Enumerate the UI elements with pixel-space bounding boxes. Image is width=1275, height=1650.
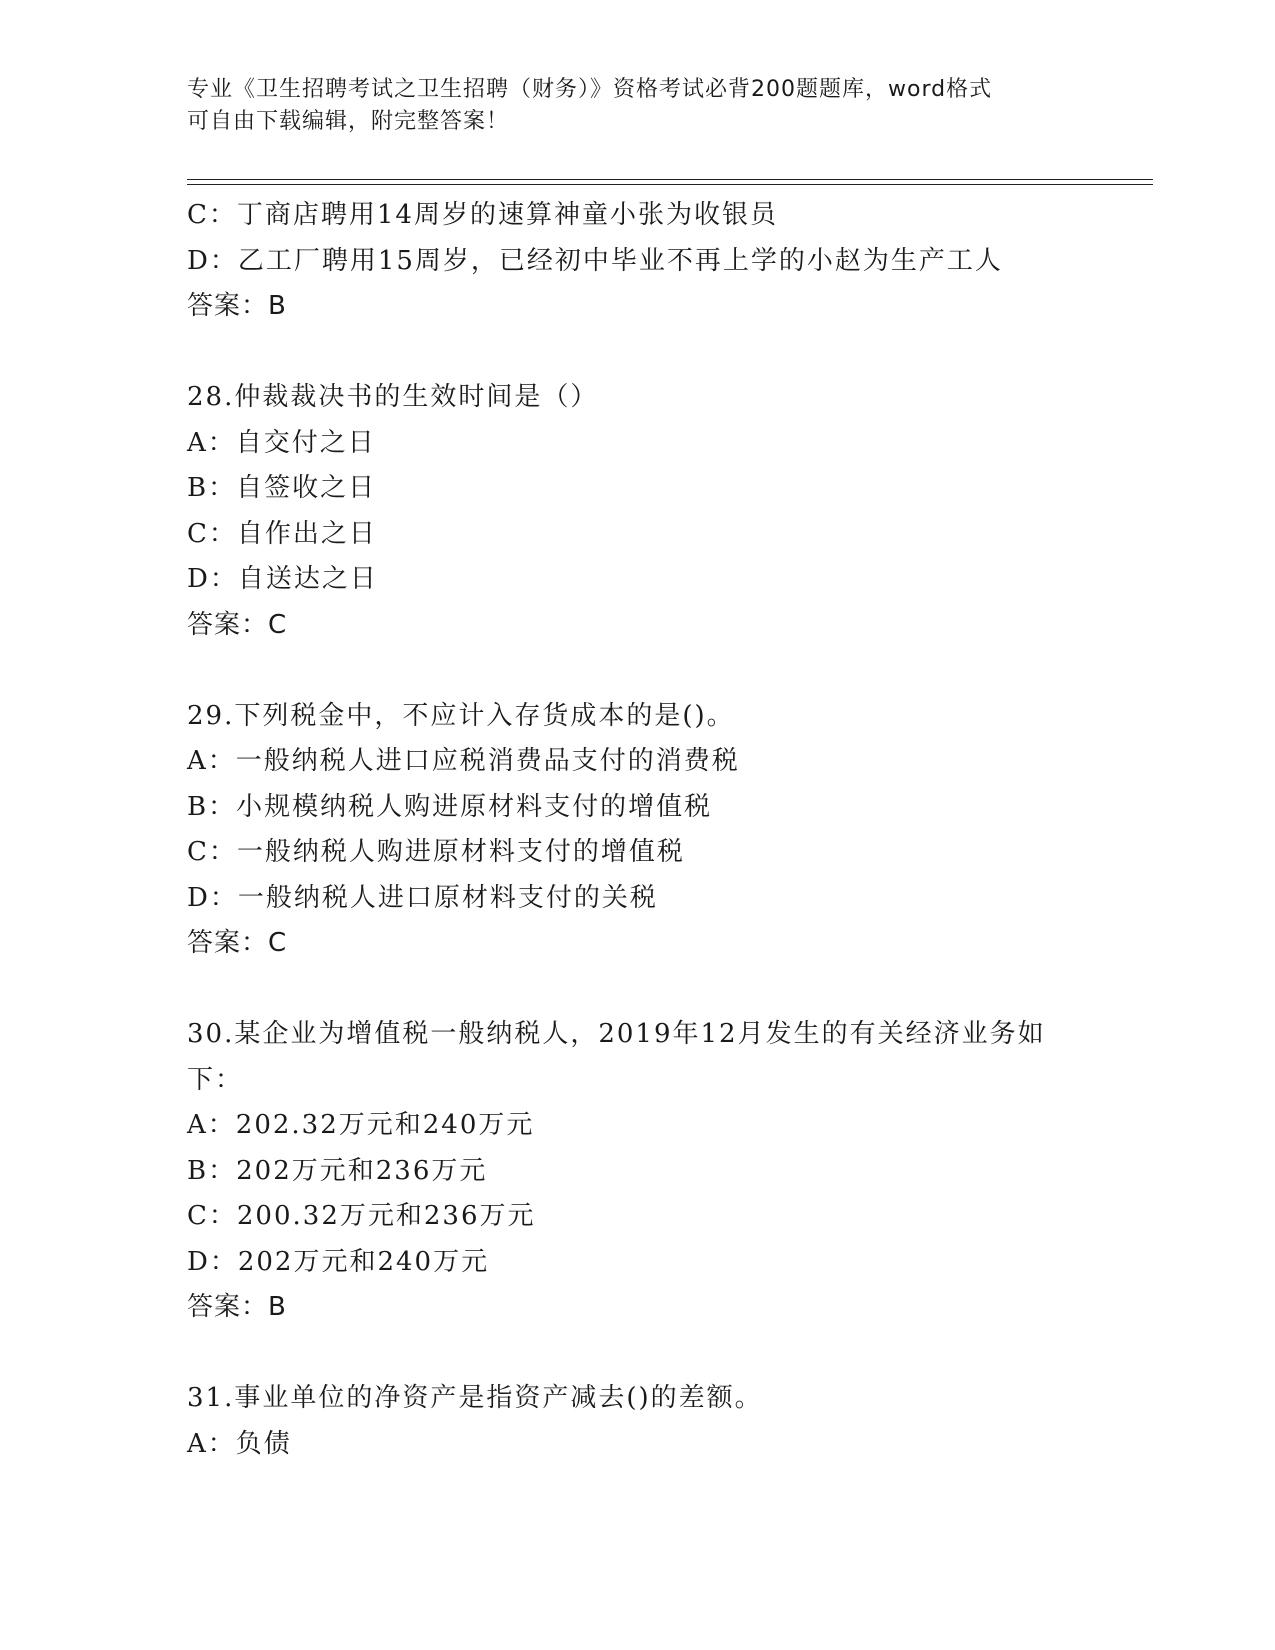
question-stem: 29.下列税金中，不应计入存货成本的是()。 (187, 700, 735, 731)
spacer (187, 330, 1147, 376)
header-subtitle-line: 可自由下载编辑，附完整答案！ (187, 109, 510, 134)
option-b: B：自签收之日 (187, 473, 377, 503)
header-divider-top (187, 179, 1153, 180)
spacer (187, 967, 1147, 1013)
option-a: A：自交付之日 (187, 427, 376, 458)
answer: 答案：C (187, 609, 288, 640)
carryover-option-d: D：乙工厂聘用15周岁，已经初中毕业不再上学的小赵为生产工人 (187, 245, 1003, 276)
question-30 (187, 1012, 1147, 1331)
header-title-line: 专业《卫生招聘考试之卫生招聘（财务）》资格考试必背200题题库，word格式 (187, 77, 993, 102)
question-29 (187, 694, 1147, 967)
option-b: B：小规模纳税人购进原材料支付的增值税 (187, 791, 713, 822)
carryover-answer: 答案：B (187, 291, 287, 321)
question-list (187, 193, 1147, 1467)
option-c: C：一般纳税人购进原材料支付的增值税 (187, 837, 685, 867)
spacer (187, 1331, 1147, 1377)
question-stem: 31.事业单位的净资产是指资产减去()的差额。 (187, 1383, 763, 1413)
header-divider-bottom (187, 184, 1153, 185)
option-d: D：一般纳税人进口原材料支付的关税 (187, 882, 658, 913)
option-c: C：自作出之日 (187, 518, 377, 549)
option-c: C：200.32万元和236万元 (187, 1201, 536, 1231)
carryover-option-c: C：丁商店聘用14周岁的速算神童小张为收银员 (187, 200, 778, 230)
question-31 (187, 1376, 1147, 1467)
question-stem: 28.仲裁裁决书的生效时间是（） (187, 382, 599, 412)
question-stem: 30.某企业为增值税一般纳税人，2019年12月发生的有关经济业务如 (187, 1019, 1046, 1049)
answer: 答案：C (187, 928, 288, 958)
spacer (187, 648, 1147, 694)
question-28 (187, 375, 1147, 648)
option-a: A：202.32万元和240万元 (187, 1110, 535, 1140)
question-stem-continuation: 下： (187, 1064, 244, 1095)
option-a: A：一般纳税人进口应税消费品支付的消费税 (187, 746, 740, 776)
option-b: B：202万元和236万元 (187, 1155, 488, 1186)
option-d: D：自送达之日 (187, 564, 378, 594)
option-d: D：202万元和240万元 (187, 1246, 490, 1277)
document-header (187, 74, 1067, 138)
option-a: A：负债 (187, 1428, 292, 1459)
answer: 答案：B (187, 1292, 287, 1322)
